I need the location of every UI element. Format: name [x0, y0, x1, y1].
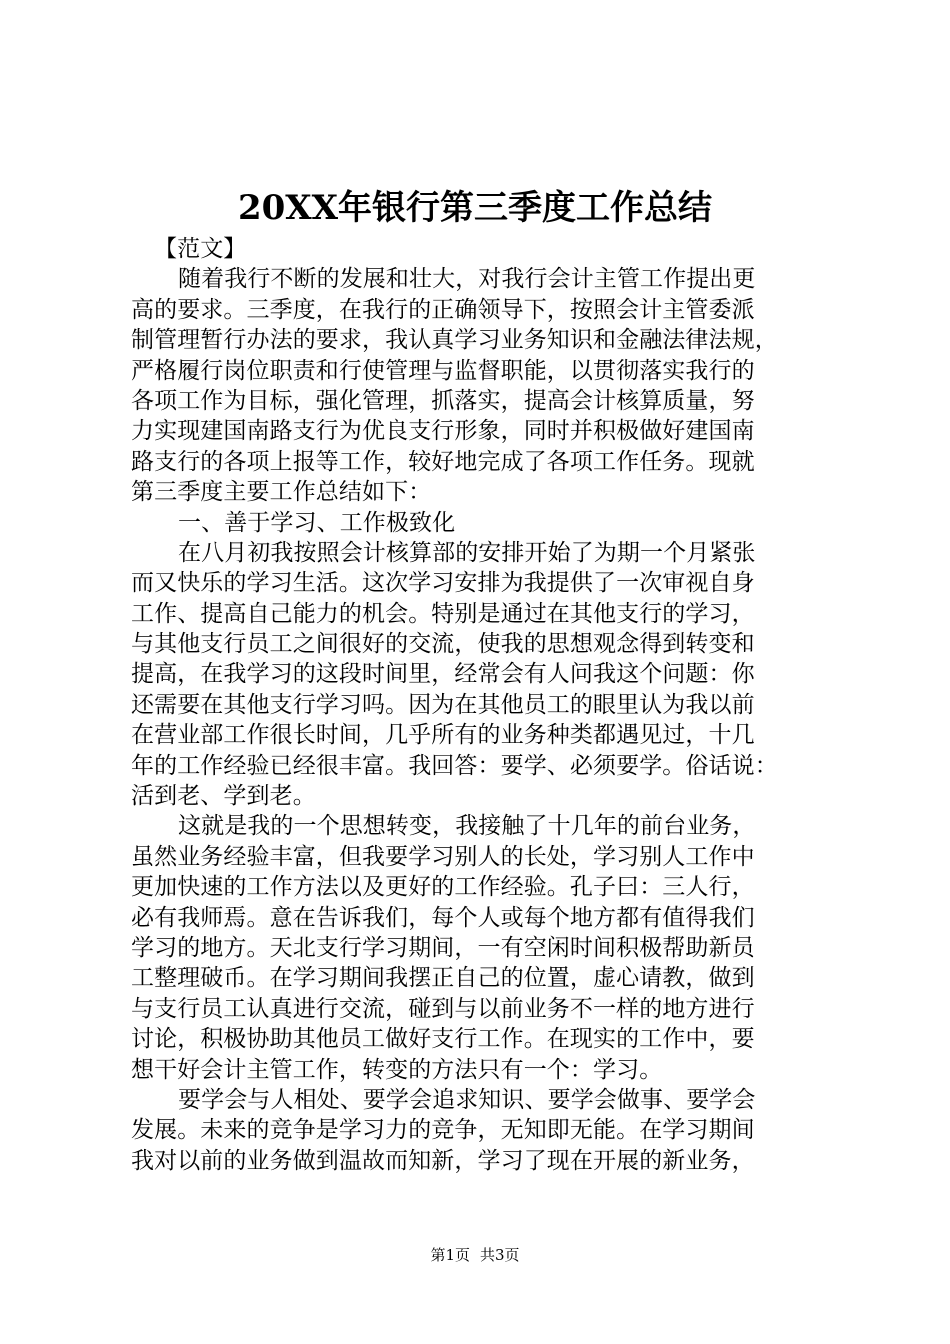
body-line: 想干好会计主管工作，转变的方法只有一个：学习。: [131, 1056, 663, 1083]
body-line: 高的要求。三季度，在我行的正确领导下，按照会计主管委派: [131, 296, 755, 323]
body-line: 在营业部工作很长时间，几乎所有的业务种类都遇见过，十几: [131, 722, 755, 749]
body-line: 年的工作经验已经很丰富。我回答：要学、必须要学。俗话说：: [131, 752, 778, 779]
body-line: 在八月初我按照会计核算部的安排开始了为期一个月紧张: [178, 539, 756, 566]
body-line: 更加快速的工作方法以及更好的工作经验。孔子曰：三人行，: [131, 874, 755, 901]
body-line: 与其他支行员工之间很好的交流，使我的思想观念得到转变和: [131, 631, 755, 658]
body-line: 一、善于学习、工作极致化: [178, 509, 456, 536]
body-line: 还需要在其他支行学习吗。因为在其他员工的眼里认为我以前: [131, 691, 755, 718]
body-line: 虽然业务经验丰富，但我要学习别人的长处，学习别人工作中: [131, 843, 755, 870]
body-line: 必有我师焉。意在告诉我们，每个人或每个地方都有值得我们: [131, 904, 755, 931]
body-line: 发展。未来的竞争是学习力的竞争，无知即无能。在学习期间: [131, 1117, 755, 1144]
page-footer: [0, 1245, 950, 1265]
body-line: 而又快乐的学习生活。这次学习安排为我提供了一次审视自身: [131, 570, 755, 597]
body-line: 讨论，积极协助其他员工做好支行工作。在现实的工作中，要: [131, 1026, 755, 1053]
page-number: 第1页: [430, 1246, 470, 1264]
body-line: 严格履行岗位职责和行使管理与监督职能，以贯彻落实我行的: [131, 357, 755, 384]
page-total: 共3页: [480, 1246, 520, 1264]
section-label: 【范文】: [154, 236, 247, 262]
body-line: 我对以前的业务做到温故而知新，学习了现在开展的新业务，: [131, 1147, 755, 1174]
body-line: 提高，在我学习的这段时间里，经常会有人问我这个问题：你: [131, 661, 755, 688]
document-body: [131, 234, 831, 1176]
body-line: 这就是我的一个思想转变，我接触了十几年的前台业务，: [178, 813, 756, 840]
body-line: 工作、提高自己能力的机会。特别是通过在其他支行的学习，: [131, 600, 755, 627]
body-line: 活到老、学到老。: [131, 783, 316, 810]
document-title: 20XX年银行第三季度工作总结: [237, 188, 713, 228]
body-line: 制管理暂行办法的要求，我认真学习业务知识和金融法律法规，: [131, 327, 778, 354]
body-line: 各项工作为目标，强化管理，抓落实，提高会计核算质量，努: [131, 387, 755, 414]
body-line: 力实现建国南路支行为优良支行形象，同时并积极做好建国南: [131, 418, 755, 445]
body-line: 与支行员工认真进行交流，碰到与以前业务不一样的地方进行: [131, 995, 755, 1022]
body-line: 路支行的各项上报等工作，较好地完成了各项工作任务。现就: [131, 448, 755, 475]
body-line: 第三季度主要工作总结如下：: [131, 479, 432, 506]
body-line: 工整理破币。在学习期间我摆正自己的位置，虚心请教，做到: [131, 965, 755, 992]
body-line: 学习的地方。天北支行学习期间，一有空闲时间积极帮助新员: [131, 934, 755, 961]
body-line: 随着我行不断的发展和壮大，对我行会计主管工作提出更: [178, 266, 756, 293]
body-line: 要学会与人相处、要学会追求知识、要学会做事、要学会: [178, 1086, 756, 1113]
